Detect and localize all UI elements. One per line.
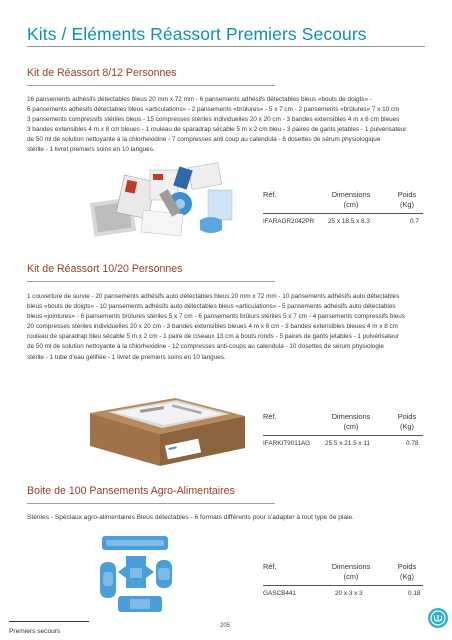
description-line: 1 couverture de survie - 20 pansements adhésifs auto détectables bleus 20 mm x 72 mm - 10 pansements adhésifs auto détectables [27, 293, 400, 300]
description-line: de 50 ml de solution nettoyante à la chlorhexidine - 12 compresses anti-coups au calendula - 10 dosettes de sérum physiologie [27, 343, 384, 351]
section-description-kit-10-20 [27, 292, 405, 363]
product-ref: IFARAGR2042PR [263, 218, 315, 225]
description-line: 16 pansements adhésifs détectables bleus 20 mm x 72 mm - 6 pansements adhésifs détectables bleus «bouts de doigts» - [27, 96, 372, 103]
ref-header: Réf. [263, 412, 277, 421]
section-description-kit-8-12 [27, 95, 406, 156]
product-dimensions: 25.5 x 21.5 x 11 [325, 440, 371, 447]
product-dimensions: 20 x 3 x 3 [335, 590, 363, 597]
kit-10-20-product-image [80, 378, 255, 468]
weight-header: Poids [397, 562, 417, 571]
dimensions-unit: (cm) [343, 422, 359, 431]
section-divider [27, 85, 275, 86]
spec-table-kit-10-20 [263, 412, 433, 464]
spec-table-kit-8-12 [263, 190, 433, 242]
spec-divider [263, 213, 423, 214]
description-line: 20 compresses stériles individuelles 20 x 20 cm - 3 bandes extensibles bleues 4 m x 6 cm - 3 bandes extensibles bleues 4 m x 8 cm [27, 323, 398, 331]
dimensions-unit: (cm) [343, 200, 359, 209]
title-divider [27, 46, 425, 47]
spec-table-box-100 [263, 562, 433, 614]
description-line: 3 pansements compressifs stériles bleus - 15 compresses stériles individuelles 20 x 20 cm - 3 bandes extensibles 4 m x 6 cm bleues [27, 116, 400, 124]
section-divider [27, 503, 275, 504]
weight-unit: (Kg) [400, 572, 414, 581]
description-line: stérile - 1 livret premiers soins en 10 langues. [27, 146, 155, 154]
section-description-box-100 [27, 513, 354, 523]
dimensions-header: Dimensions [331, 412, 371, 421]
section-title-kit-8-12: Kit de Réassort 8/12 Personnes [27, 67, 177, 79]
weight-unit: (Kg) [400, 200, 414, 209]
spec-divider [263, 435, 423, 436]
description-line: 3 bandes extensibles 4 m x 8 cm bleues - 1 rouleau de sparadrap sécable 5 m x 2 cm bleu - 3 paires de gants jetables - 1 pulvérisateur [27, 126, 407, 134]
description-line: rouleau de sparadrap bleu sécable 5 m x 2 cm - 1 paire de ciseaux 13 cm à bouts ronds - 5 paires de gants jetables - 1 pulvérisateur [27, 333, 400, 341]
description-line: 6 pansements adhésifs détectables bleus «articulations» - 2 pansements «brûlures» - 5 x 7 cm - 2 pansements «brûlures» 7 x 10 cm [27, 106, 400, 114]
weight-unit: (Kg) [400, 422, 414, 431]
description-line: bleus «jointures» - 6 pansements brûlures stériles 5 x 7 cm - 6 pansements brûlurs stériles 5 x 7 cm - 4 pansements compressifs bleus [27, 313, 405, 321]
page-title: Kits / Eléments Réassort Premiers Secours [27, 24, 367, 44]
product-weight: 0.7 [410, 218, 419, 225]
ref-header: Réf. [263, 190, 277, 199]
description-line: bleus «bouts de doigts» - 10 pansements adhésifs auto détectables bleus «articulations» - 5 pansements adhésifs auto détectables [27, 303, 396, 311]
product-ref: IFARKIT9011AG [263, 440, 311, 447]
page-number: 205 [220, 623, 231, 629]
dimensions-header: Dimensions [331, 562, 371, 571]
dimensions-header: Dimensions [331, 190, 371, 199]
weight-header: Poids [397, 190, 417, 199]
description-line: stérile - 1 tube d'eau gélifiée - 1 livret de premiers soins en 10 langues. [27, 353, 226, 361]
footer-category: Premiers secours [9, 628, 61, 635]
footer-divider [9, 621, 89, 622]
ref-header: Réf. [263, 562, 277, 571]
product-weight: 0.78 [406, 440, 419, 447]
product-weight: 0.18 [408, 590, 421, 597]
box-100-product-image [96, 532, 176, 618]
weight-header: Poids [397, 412, 417, 421]
spec-divider [263, 585, 423, 586]
section-divider [27, 281, 275, 282]
product-dimensions: 25 x 18.5 x 8.3 [328, 218, 370, 225]
product-ref: GASCB441 [263, 590, 297, 597]
description-line: de 50 ml de solution nettoyante à la chlorhexidine - 7 compresses anti coup au calendula - 6 dosettes de sérum physiologique [27, 136, 381, 144]
section-title-box-100: Boite de 100 Pansements Agro-Alimentaires [27, 485, 235, 497]
kit-8-12-product-image [80, 160, 250, 245]
section-title-kit-10-20: Kit de Réassort 10/20 Personnes [27, 263, 183, 275]
dimensions-unit: (cm) [343, 572, 359, 581]
description-line: Stériles - Spéciaux agro-alimentaires Bleus détectables - 6 formats différents pour s'adapter à tout type de plaie. [27, 514, 354, 521]
brand-logo-icon [428, 608, 448, 628]
